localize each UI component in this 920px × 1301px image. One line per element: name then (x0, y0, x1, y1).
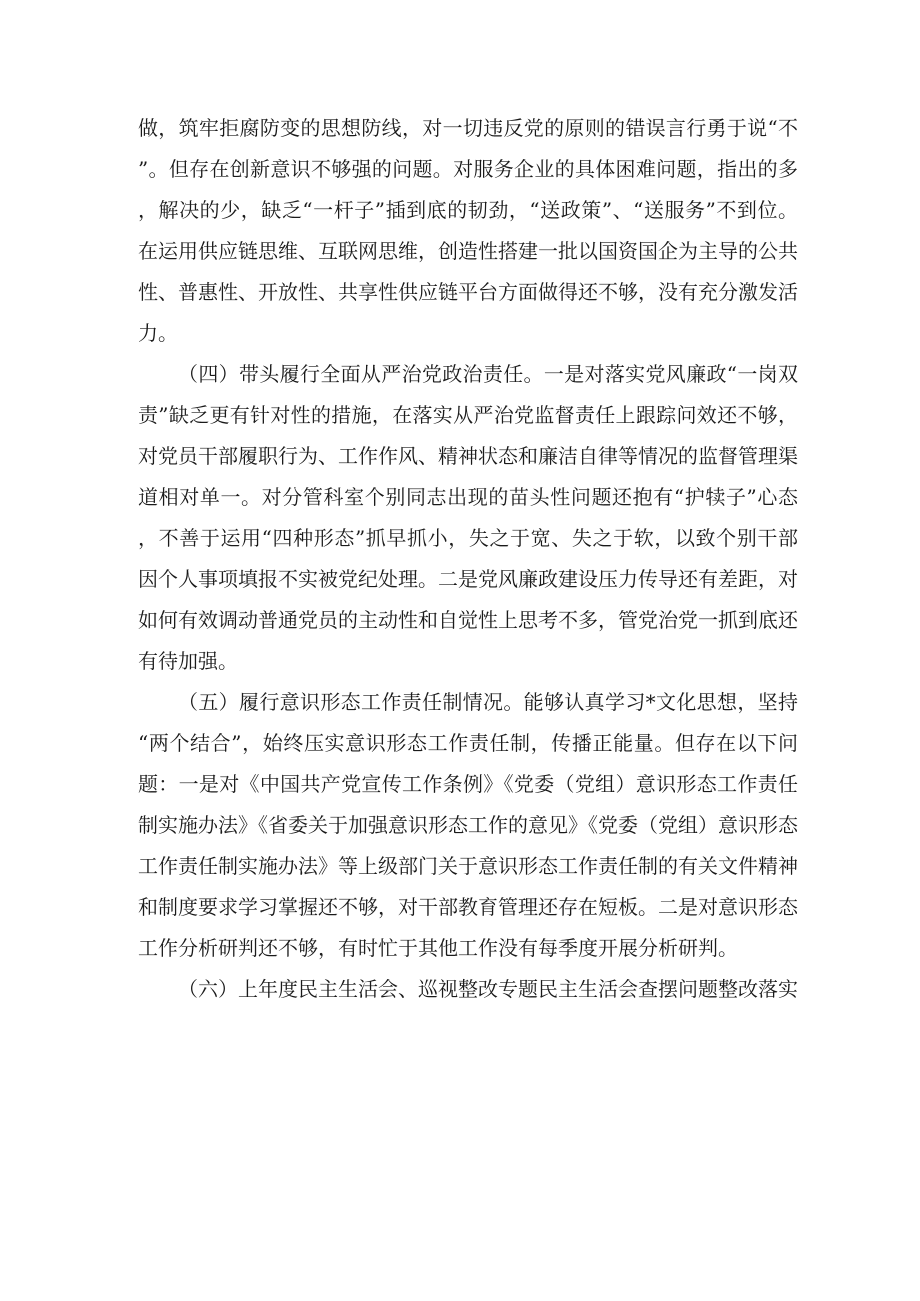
paragraph-section-five: （五）履行意识形态工作责任制情况。能够认真学习*文化思想，坚持“两个结合”，始终压实意识形态工作责任制，传播正能量。但存在以下问题：一是对《中国共产党宣传工作条例》《党委（党组）意识形态工作责任制实施办法》《省委关于加强意识形态工作的意见》《党委（党组）意识形态工作责任制实施办法》等上级部门关于意识形态工作责任制的有关文件精神和制度要求学习掌握还不够，对干部教育管理还存在短板。二是对意识形态工作分析研判还不够，有时忙于其他工作没有每季度开展分析研判。 (138, 690, 798, 960)
paragraph-section-four: （四）带头履行全面从严治党政治责任。一是对落实党风廉政“一岗双责”缺乏更有针对性的措施，在落实从严治党监督责任上跟踪问效还不够，对党员干部履职行为、工作作风、精神状态和廉洁自律等情况的监督管理渠道相对单一。对分管科室个别同志出现的苗头性问题还抱有“护犊子”心态，不善于运用“四种形态”抓早抓小，失之于宽、失之于软，以致个别干部因个人事项填报不实被党纪处理。二是党风廉政建设压力传导还有差距，对如何有效调动普通党员的主动性和自觉性上思考不多，管党治党一抓到底还有待加强。 (138, 362, 798, 673)
paragraph-section-six: （六）上年度民主生活会、巡视整改专题民主生活会查摆问题整改落实 (178, 977, 798, 1001)
paragraph-continuation: 做，筑牢拒腐防变的思想防线，对一切违反党的原则的错误言行勇于说“不”。但存在创新意识不够强的问题。对服务企业的具体困难问题，指出的多，解决的少，缺乏“一杆子”插到底的韧劲，“送政策”、“送服务”不到位。在运用供应链思维、互联网思维，创造性搭建一批以国资国企为主导的公共性、普惠性、开放性、共享性供应链平台方面做得还不够，没有充分激发活力。 (138, 116, 798, 345)
document-body (138, 108, 798, 1010)
